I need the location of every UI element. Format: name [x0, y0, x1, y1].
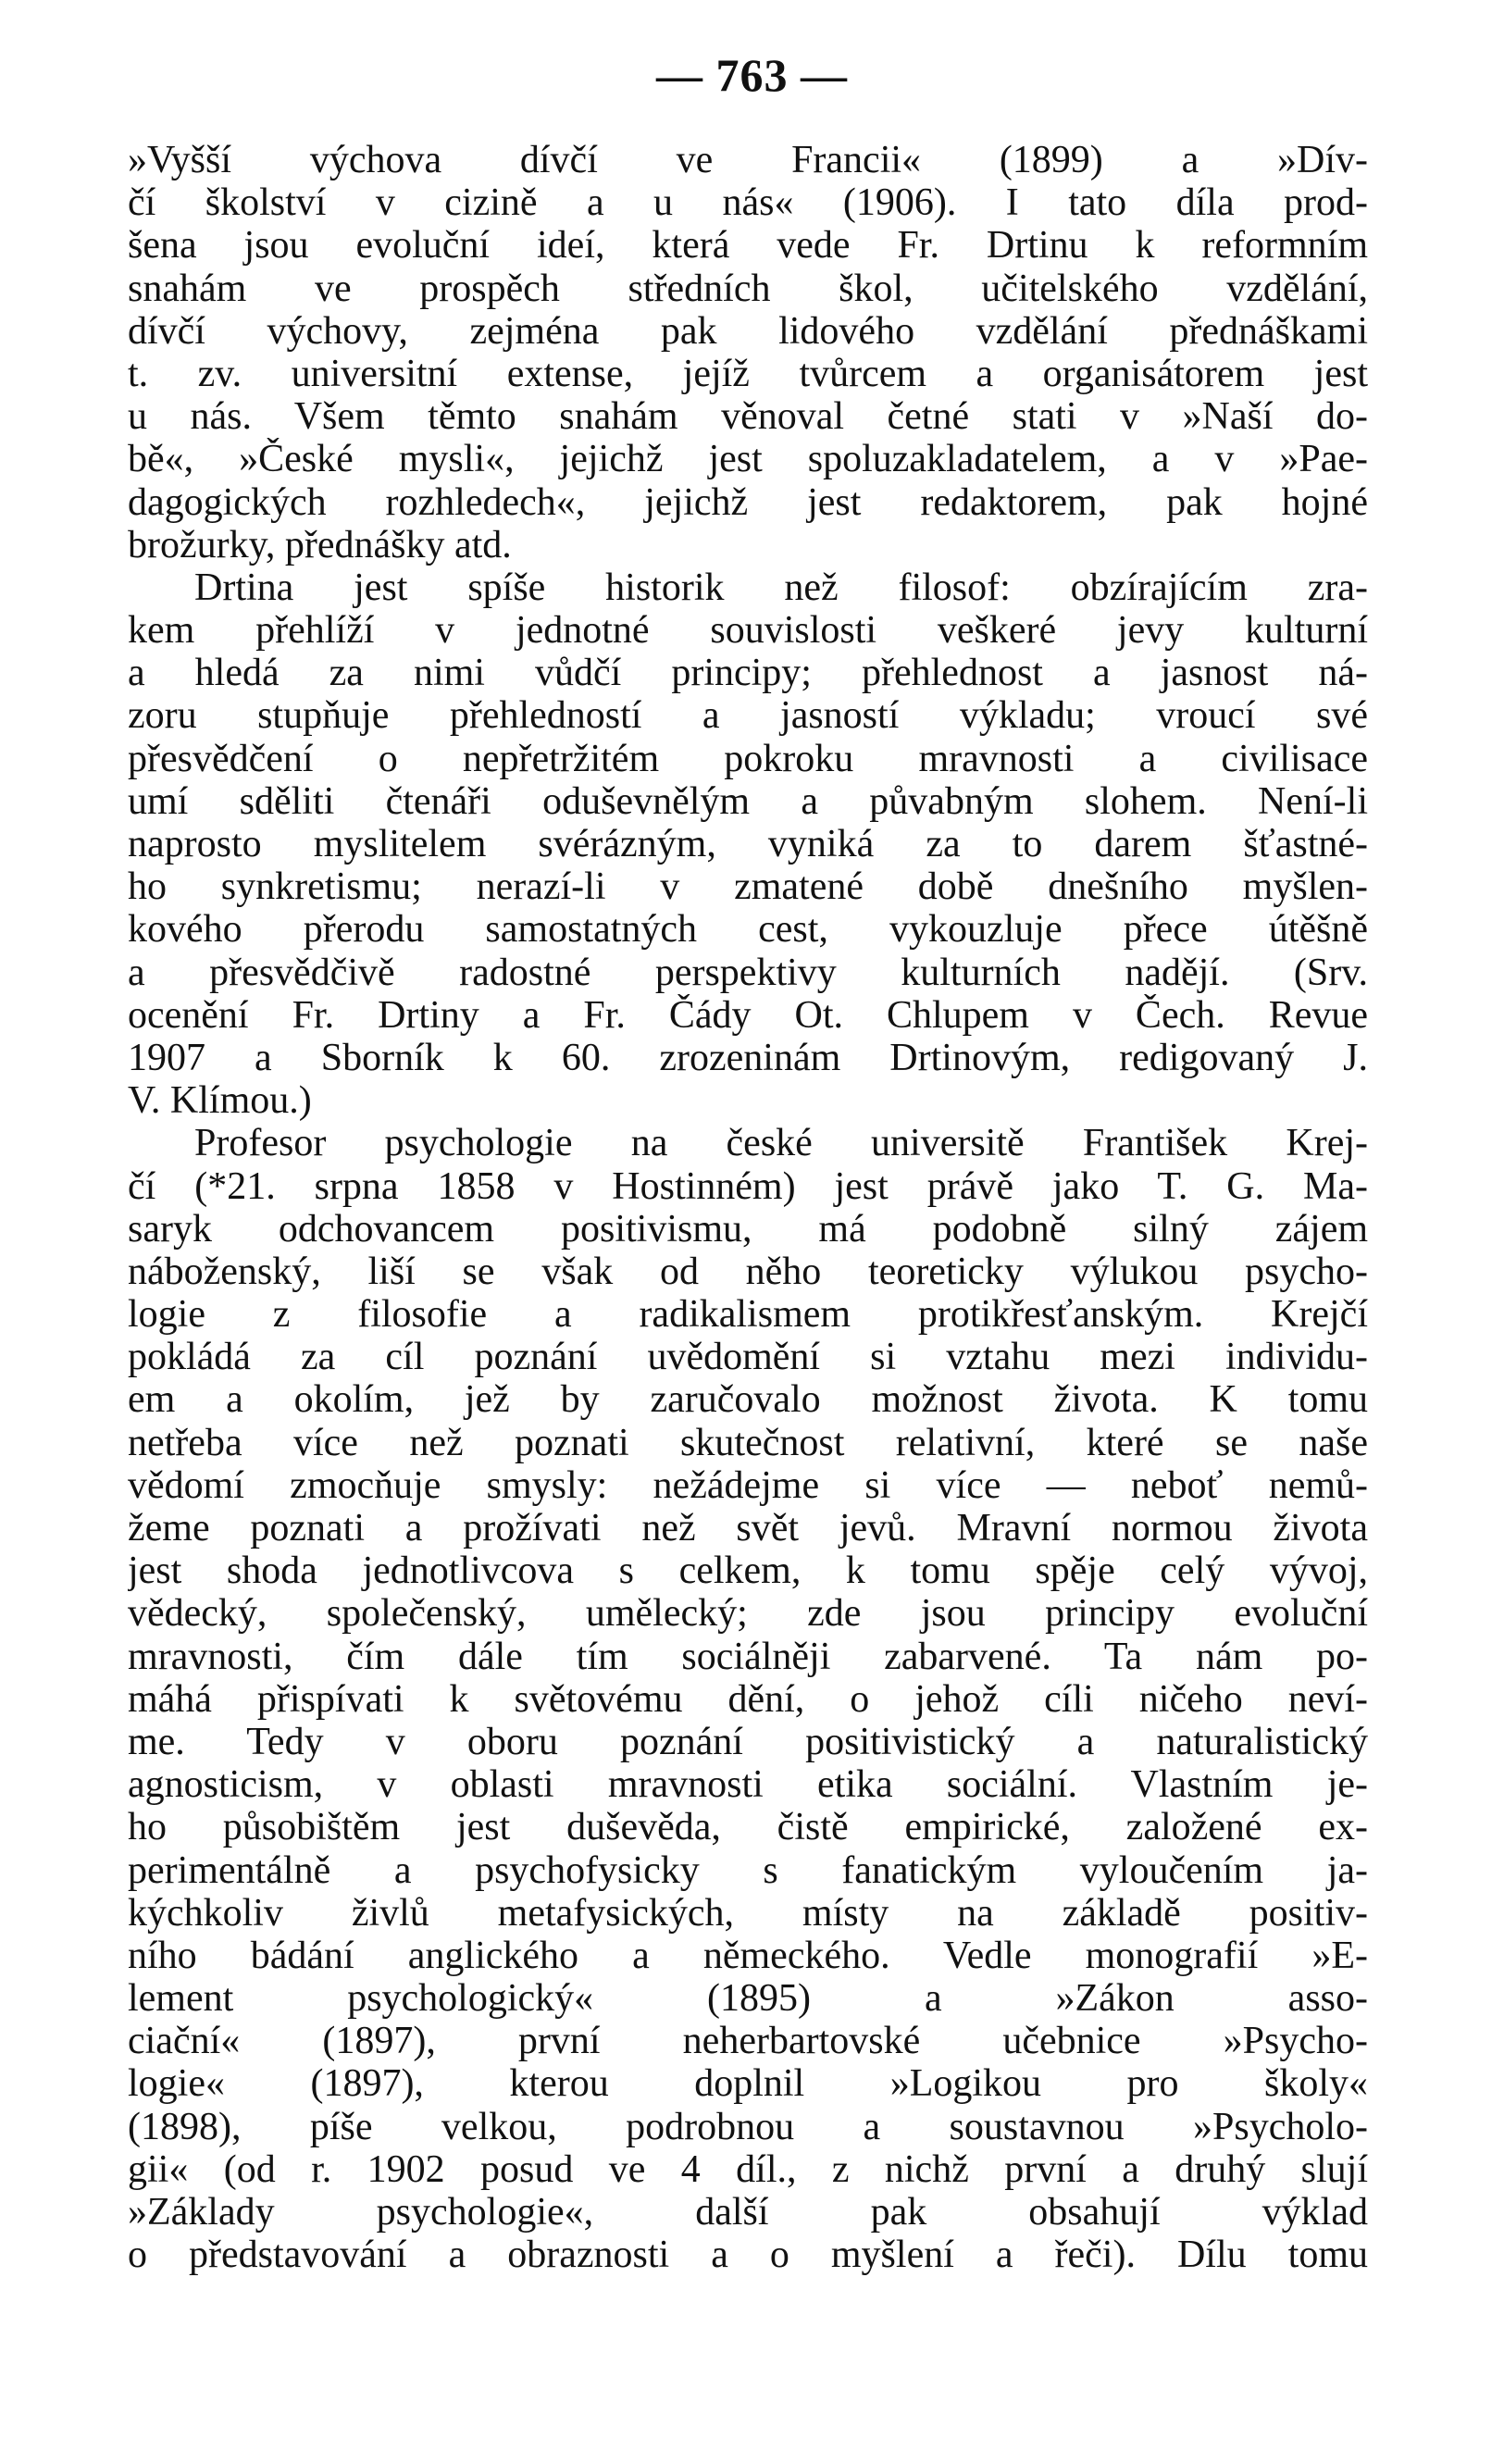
- text-line: ho synkretismu; nerazí-li v zmatené době dnešního myšlen-: [128, 865, 1368, 909]
- body-text: [128, 139, 1368, 2276]
- text-line: lement psychologický« (1895) a »Zákon asso-: [128, 1977, 1368, 2021]
- text-line: jest shoda jednotlivcova s celkem, k tomu spěje celý vývoj,: [128, 1549, 1368, 1593]
- text-line: naprosto myslitelem svérázným, vyniká za to darem šťastné-: [128, 823, 1368, 865]
- text-line: perimentálně a psychofysicky s fanatickým vyloučením ja-: [128, 1848, 1368, 1892]
- text-line: logie« (1897), kterou doplnil »Logikou pro školy«: [128, 2062, 1368, 2106]
- text-line: ciační« (1897), první neherbartovské učebnice »Psycho-: [128, 2020, 1368, 2063]
- text-line: dívčí výchovy, zejména pak lidového vzdělání přednáškami: [128, 309, 1368, 353]
- text-line: přesvědčení o nepřetržitém pokroku mravnosti a civilisace: [128, 737, 1368, 780]
- text-line: netřeba více než poznati skutečnost relativní, které se naše: [128, 1421, 1368, 1464]
- text-line: t. zv. universitní extense, jejíž tvůrcem a organisátorem jest: [128, 352, 1368, 395]
- paragraph-start-line: Drtina jest spíše historik než filosof: obzírajícím zra-: [194, 566, 1368, 609]
- text-line: čí (*21. srpna 1858 v Hostinném) jest právě jako T. G. Ma-: [128, 1164, 1368, 1208]
- page-number: — 763 —: [656, 49, 848, 101]
- text-line: V. Klímou.): [128, 1079, 312, 1123]
- text-line: me. Tedy v oboru poznání positivistický a naturalistický: [128, 1720, 1368, 1763]
- text-line: ního bádání anglického a německého. Vedle monografií »E-: [128, 1934, 1368, 1977]
- text-line: kýchkoliv živlů metafysických, místy na základě positiv-: [128, 1891, 1368, 1935]
- text-line: (1898), píše velkou, podrobnou a soustavnou »Psycholo-: [128, 2105, 1368, 2148]
- text-line: máhá přispívati k světovému dění, o jehož cíli ničeho neví-: [128, 1677, 1368, 1721]
- text-line: čí školství v cizině a u nás« (1906). I tato díla prod-: [128, 181, 1368, 225]
- text-line: náboženský, liší se však od něho teoreticky výlukou psycho-: [128, 1250, 1368, 1293]
- text-line: a přesvědčivě radostné perspektivy kulturních nadějí. (Srv.: [128, 951, 1368, 994]
- text-line: dagogických rozhledech«, jejichž jest redaktorem, pak hojné: [128, 480, 1368, 524]
- text-line: o představování a obraznosti a o myšlení a řeči). Dílu tomu: [128, 2234, 1368, 2277]
- text-line: em a okolím, jež by zaručovalo možnost života. K tomu: [128, 1378, 1368, 1422]
- text-line: agnosticism, v oblasti mravnosti etika sociální. Vlastním je-: [128, 1763, 1368, 1807]
- text-line: mravnosti, čím dále tím sociálněji zabarvené. Ta nám po-: [128, 1635, 1368, 1678]
- text-line: saryk odchovancem positivismu, má podobně silný zájem: [128, 1207, 1368, 1251]
- text-line: šena jsou evoluční ideí, která vede Fr. Drtinu k reformním: [128, 224, 1368, 268]
- text-line: 1907 a Sborník k 60. zrozeninám Drtinovým, redigovaný J.: [128, 1036, 1368, 1079]
- text-line: logie z filosofie a radikalismem protikřesťanským. Krejčí: [128, 1293, 1368, 1337]
- text-line: brožurky, přednášky atd.: [128, 523, 512, 566]
- text-line: zoru stupňuje přehledností a jasností výkladu; vroucí své: [128, 694, 1368, 738]
- paragraph-start-line: Profesor psychologie na české universitě František Krej-: [194, 1122, 1368, 1165]
- text-line: »Základy psychologie«, další pak obsahují výklad: [128, 2191, 1368, 2234]
- text-line: ocenění Fr. Drtiny a Fr. Čády Ot. Chlupem v Čech. Revue: [128, 993, 1368, 1037]
- text-line: vědecký, společenský, umělecký; zde jsou principy evoluční: [128, 1592, 1368, 1636]
- text-line: bě«, »České mysli«, jejichž jest spoluzakladatelem, a v »Pae-: [128, 438, 1368, 481]
- text-line: kového přerodu samostatných cest, vykouzluje přece útěšně: [128, 908, 1368, 952]
- text-line: u nás. Všem těmto snahám věnoval četné stati v »Naší do-: [128, 395, 1368, 439]
- text-line: ho působištěm jest duševěda, čistě empirické, založené ex-: [128, 1806, 1368, 1849]
- text-line: umí sděliti čtenáři oduševnělým a půvabným slohem. Není-li: [128, 779, 1368, 823]
- text-line: snahám ve prospěch středních škol, učitelského vzdělání,: [128, 267, 1368, 310]
- text-line: gii« (od r. 1902 posud ve 4 díl., z nichž první a druhý slují: [128, 2147, 1368, 2191]
- text-line: kem přehlíží v jednotné souvislosti veškeré jevy kulturní: [128, 609, 1368, 653]
- text-line: »Vyšší výchova dívčí ve Francii« (1899) a »Dív-: [128, 139, 1368, 181]
- text-line: žeme poznati a prožívati než svět jevů. Mravní normou života: [128, 1507, 1368, 1549]
- text-line: pokládá za cíl poznání uvědomění si vztahu mezi individu-: [128, 1336, 1368, 1379]
- text-line: vědomí zmocňuje smysly: nežádejme si více — neboť nemů-: [128, 1463, 1368, 1507]
- text-line: a hledá za nimi vůdčí principy; přehlednost a jasnost ná-: [128, 652, 1368, 695]
